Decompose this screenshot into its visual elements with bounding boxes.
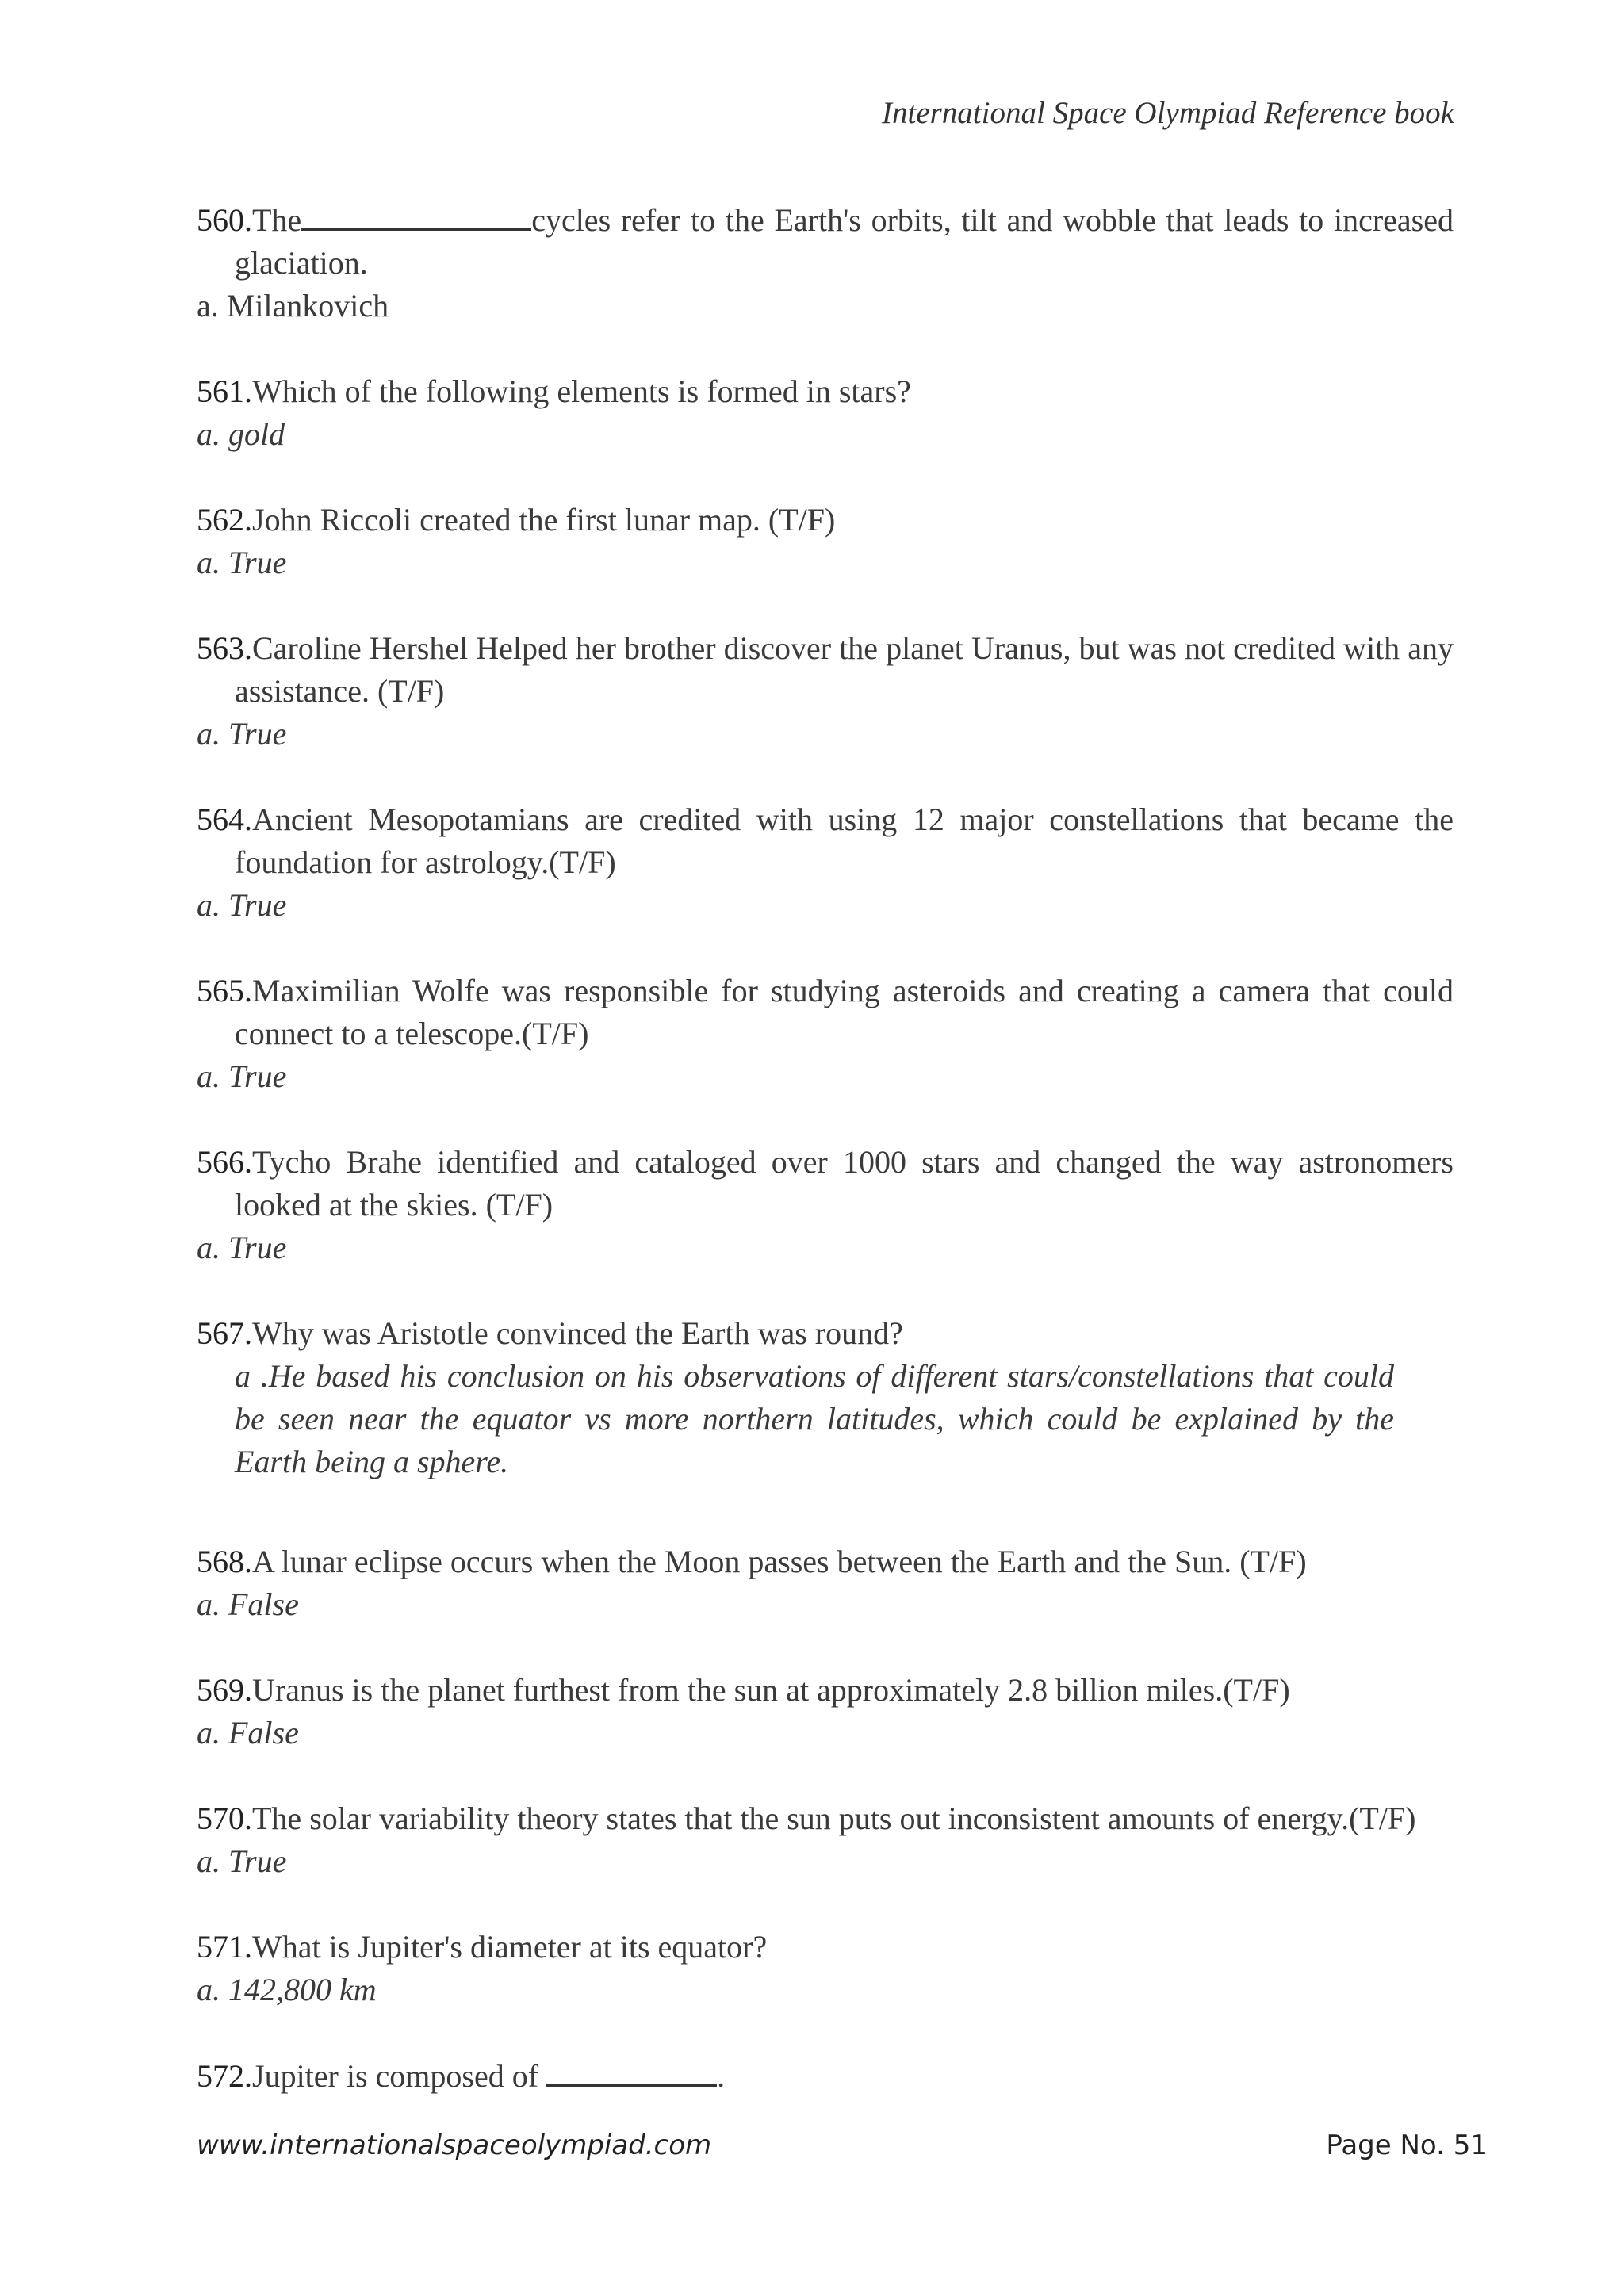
- question-text: What is Jupiter's diameter at its equator?: [252, 1929, 768, 1965]
- question-567: [197, 1312, 1454, 1355]
- footer-website-url: www.internationalspaceolympiad.com: [197, 2130, 712, 2161]
- question-572: [197, 2054, 1454, 2098]
- fill-in-blank: [546, 2054, 717, 2087]
- answer-563: a. True: [197, 716, 287, 752]
- answer-560: a. Milankovich: [197, 288, 389, 323]
- answer-571: a. 142,800 km: [197, 1972, 377, 2007]
- question-text: Why was Aristotle convinced the Earth was round?: [252, 1315, 903, 1351]
- question-text-pre: Jupiter is composed of: [252, 2058, 539, 2094]
- answer-561: a. gold: [197, 416, 285, 452]
- question-number: 560.: [197, 202, 252, 238]
- question-text: The solar variability theory states that the sun puts out inconsistent amounts of energy.(T/F): [252, 1800, 1416, 1836]
- answer-567: a .He based his conclusion on his observations of different stars/constellations that could be seen near the equator vs more northern latitudes, which could be explained by the Earth being a sphere.: [235, 1358, 1394, 1479]
- question-562: [197, 499, 1454, 541]
- question-number: 561.: [197, 373, 252, 409]
- question-number: 562.: [197, 502, 252, 538]
- question-text: Which of the following elements is formed in stars?: [252, 373, 911, 409]
- question-text-pre: The: [252, 202, 302, 238]
- answer-566: a. True: [197, 1230, 287, 1265]
- question-566: [197, 1141, 1454, 1226]
- question-text: Caroline Hershel Helped her brother discover the planet Uranus, but was not credited with any assistance. (T/F): [235, 630, 1454, 709]
- question-number: 571.: [197, 1929, 252, 1965]
- page-header-title: International Space Olympiad Reference book: [882, 96, 1454, 130]
- question-number: 572.: [197, 2058, 252, 2094]
- answer-568: a. False: [197, 1586, 299, 1622]
- question-text: Tycho Brahe identified and cataloged over 1000 stars and changed the way astronomers looked at the skies. (T/F): [235, 1144, 1454, 1223]
- question-number: 569.: [197, 1672, 252, 1708]
- fill-in-blank: [301, 198, 531, 231]
- question-565: [197, 970, 1454, 1055]
- question-text-post: .: [717, 2058, 726, 2094]
- question-570: [197, 1797, 1454, 1840]
- question-text-post: cycles refer to the Earth's orbits, tilt and wobble that leads to increased glaciation.: [235, 202, 1454, 281]
- answer-569: a. False: [197, 1715, 299, 1751]
- question-number: 570.: [197, 1800, 252, 1836]
- question-text: A lunar eclipse occurs when the Moon passes between the Earth and the Sun. (T/F): [252, 1544, 1307, 1579]
- question-568: [197, 1540, 1454, 1583]
- question-number: 568.: [197, 1544, 252, 1579]
- question-564: [197, 798, 1454, 884]
- question-number: 564.: [197, 802, 252, 837]
- question-list: [197, 198, 1454, 2098]
- question-number: 563.: [197, 630, 252, 666]
- answer-564: a. True: [197, 887, 287, 923]
- question-number: 565.: [197, 973, 252, 1008]
- question-text: John Riccoli created the first lunar map. (T/F): [252, 502, 836, 538]
- question-text: Uranus is the planet furthest from the sun at approximately 2.8 billion miles.(T/F): [252, 1672, 1290, 1708]
- answer-565: a. True: [197, 1058, 287, 1094]
- question-571: [197, 1926, 1454, 1969]
- answer-562: a. True: [197, 545, 287, 580]
- question-number: 566.: [197, 1144, 252, 1180]
- question-561: [197, 370, 1454, 413]
- question-560: [197, 198, 1454, 285]
- question-text: Maximilian Wolfe was responsible for studying asteroids and creating a camera that could connect to a telescope.(T/F): [235, 973, 1454, 1051]
- answer-570: a. True: [197, 1843, 287, 1879]
- footer-page-number: Page No. 51: [1326, 2130, 1488, 2161]
- question-text: Ancient Mesopotamians are credited with using 12 major constellations that became the foundation for astrology.(T/F): [235, 802, 1454, 880]
- question-number: 567.: [197, 1315, 252, 1351]
- question-569: [197, 1669, 1454, 1712]
- question-563: [197, 627, 1454, 713]
